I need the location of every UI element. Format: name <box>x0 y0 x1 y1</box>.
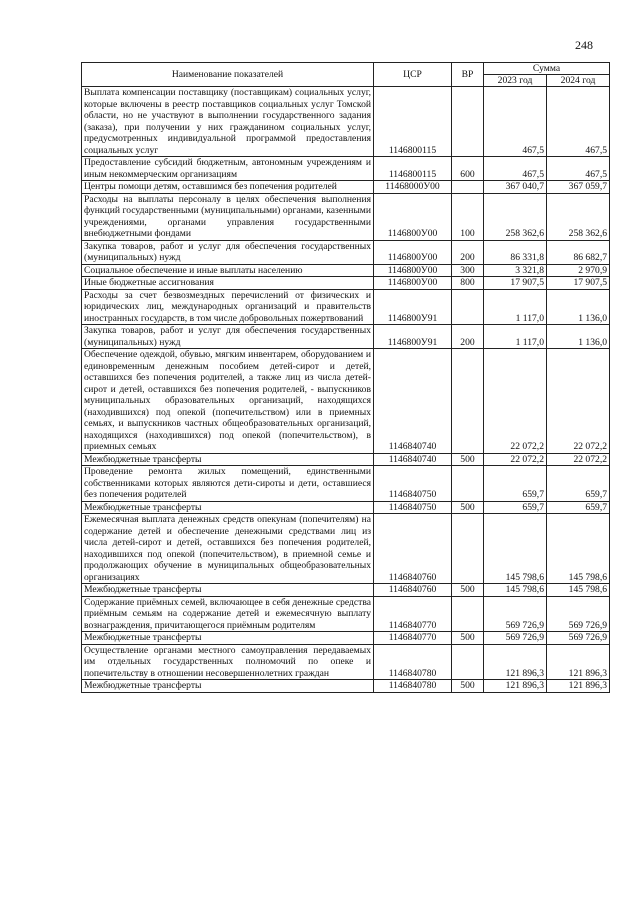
row-value-2024: 121 896,3 <box>547 644 610 680</box>
row-name: Закупка товаров, работ и услуг для обеспечения государственных (муниципальных) нужд <box>82 325 374 349</box>
table-row <box>82 277 610 290</box>
row-vr <box>452 289 484 325</box>
row-vr: 500 <box>452 453 484 466</box>
table-row <box>82 157 610 181</box>
row-value-2023: 22 072,2 <box>484 453 547 466</box>
row-csr: 1146840770 <box>374 596 452 632</box>
row-vr <box>452 349 484 454</box>
row-csr: 1146840750 <box>374 466 452 502</box>
row-value-2023: 569 726,9 <box>484 632 547 645</box>
row-vr <box>452 514 484 584</box>
row-name: Выплата компенсации поставщику (поставщикам) социальных услуг, которые включены в реестр поставщиков социальных услуг Томской области, но не участвуют в выполнении государственного задания (заказа), при получении у них гражданином социальных услуг, предусмотренных индивидуальной программой предоставления социальных услуг <box>82 87 374 157</box>
row-value-2024: 86 682,7 <box>547 240 610 264</box>
row-vr <box>452 181 484 194</box>
row-vr: 100 <box>452 193 484 240</box>
row-value-2024: 569 726,9 <box>547 632 610 645</box>
row-vr <box>452 644 484 680</box>
table-row <box>82 325 610 349</box>
row-name: Содержание приёмных семей, включающее в себя денежные средства приёмным семьям на содержание детей и ежемесячную выплату вознаграждения, причитающегося приёмным родителям <box>82 596 374 632</box>
row-vr: 500 <box>452 632 484 645</box>
table-row <box>82 349 610 454</box>
row-value-2024: 258 362,6 <box>547 193 610 240</box>
table-row <box>82 514 610 584</box>
row-value-2024: 1 136,0 <box>547 325 610 349</box>
header-2024: 2024 год <box>547 75 610 87</box>
row-vr: 500 <box>452 680 484 693</box>
row-vr: 800 <box>452 277 484 290</box>
table-row <box>82 680 610 693</box>
table-body <box>82 87 610 693</box>
row-value-2023: 659,7 <box>484 466 547 502</box>
row-csr: 1146800У00 <box>374 264 452 277</box>
header-name: Наименование показателей <box>82 63 374 87</box>
row-csr: 1146840740 <box>374 453 452 466</box>
row-csr: 1146800115 <box>374 157 452 181</box>
row-csr: 1146800У00 <box>374 277 452 290</box>
row-value-2024: 569 726,9 <box>547 596 610 632</box>
budget-table <box>81 62 610 693</box>
row-csr: 1146840760 <box>374 584 452 597</box>
row-csr: 1146800У91 <box>374 325 452 349</box>
row-vr: 500 <box>452 501 484 514</box>
row-name: Межбюджетные трансферты <box>82 501 374 514</box>
row-name: Обеспечение одеждой, обувью, мягким инвентарем, оборудованием и единовременным денежным пособием детей-сирот и детей, оставшихся без попечения родителей, а также лиц из числа детей-сирот и детей, оставшихся без попечения родителей, - выпускников муниципальных образовательных организаций, находящихся (находившихся) под опекой (попечительством) или в приемных семьях, и выпускников частных общеобразовательных организаций, находящихся (находившихся) под опекой (попечительством), в приемных семьях <box>82 349 374 454</box>
row-csr: 1146840750 <box>374 501 452 514</box>
row-value-2024: 2 970,9 <box>547 264 610 277</box>
row-value-2024: 22 072,2 <box>547 453 610 466</box>
row-value-2024: 367 059,7 <box>547 181 610 194</box>
row-csr: 1146800115 <box>374 87 452 157</box>
row-csr: 1146800У00 <box>374 193 452 240</box>
row-value-2024: 121 896,3 <box>547 680 610 693</box>
row-value-2024: 467,5 <box>547 157 610 181</box>
row-value-2023: 367 040,7 <box>484 181 547 194</box>
row-csr: 1146840760 <box>374 514 452 584</box>
row-value-2023: 17 907,5 <box>484 277 547 290</box>
row-vr <box>452 466 484 502</box>
row-name: Межбюджетные трансферты <box>82 584 374 597</box>
row-name: Предоставление субсидий бюджетным, автономным учреждениям и иным некоммерческим организациям <box>82 157 374 181</box>
row-value-2023: 121 896,3 <box>484 680 547 693</box>
row-csr: 1146840740 <box>374 349 452 454</box>
row-value-2023: 86 331,8 <box>484 240 547 264</box>
table-row <box>82 264 610 277</box>
table-row <box>82 193 610 240</box>
table-row <box>82 453 610 466</box>
row-value-2024: 1 136,0 <box>547 289 610 325</box>
table-row <box>82 596 610 632</box>
row-name: Закупка товаров, работ и услуг для обеспечения государственных (муниципальных) нужд <box>82 240 374 264</box>
row-value-2024: 659,7 <box>547 501 610 514</box>
row-csr: 1146840780 <box>374 644 452 680</box>
row-vr: 500 <box>452 584 484 597</box>
row-vr: 600 <box>452 157 484 181</box>
row-name: Ежемесячная выплата денежных средств опекунам (попечителям) на содержание детей и обеспечение денежными средствами лиц из числа детей-сирот и детей, оставшихся без попечения родителей, находившихся под опекой (попечительством), в приемной семье и продолжающих обучение в муниципальных общеобразовательных организациях <box>82 514 374 584</box>
row-name: Расходы на выплаты персоналу в целях обеспечения выполнения функций государственными (муниципальными) органами, казенными учреждениями, органами управления государственными внебюджетными фондами <box>82 193 374 240</box>
row-name: Центры помощи детям, оставшимся без попечения родителей <box>82 181 374 194</box>
row-csr: 11468000У00 <box>374 181 452 194</box>
row-name: Межбюджетные трансферты <box>82 632 374 645</box>
row-value-2023: 467,5 <box>484 157 547 181</box>
header-vr: ВР <box>452 63 484 87</box>
row-value-2023: 121 896,3 <box>484 644 547 680</box>
row-name: Иные бюджетные ассигнования <box>82 277 374 290</box>
row-csr: 1146800У91 <box>374 289 452 325</box>
row-value-2024: 659,7 <box>547 466 610 502</box>
table-row <box>82 240 610 264</box>
row-name: Проведение ремонта жилых помещений, единственными собственниками которых являются дети-сироты и дети, оставшиеся без попечения родителей <box>82 466 374 502</box>
header-2023: 2023 год <box>484 75 547 87</box>
table-row <box>82 181 610 194</box>
row-vr <box>452 87 484 157</box>
row-value-2024: 467,5 <box>547 87 610 157</box>
row-value-2023: 569 726,9 <box>484 596 547 632</box>
table-row <box>82 632 610 645</box>
table-row <box>82 644 610 680</box>
table-row <box>82 501 610 514</box>
row-name: Социальное обеспечение и иные выплаты населению <box>82 264 374 277</box>
row-value-2024: 145 798,6 <box>547 514 610 584</box>
row-csr: 1146840780 <box>374 680 452 693</box>
row-vr: 200 <box>452 240 484 264</box>
table-row <box>82 289 610 325</box>
row-value-2024: 145 798,6 <box>547 584 610 597</box>
row-name: Осуществление органами местного самоуправления передаваемых им отдельных государственных полномочий по опеке и попечительству в отношении несовершеннолетних граждан <box>82 644 374 680</box>
row-value-2023: 145 798,6 <box>484 514 547 584</box>
row-value-2023: 467,5 <box>484 87 547 157</box>
row-value-2024: 22 072,2 <box>547 349 610 454</box>
header-csr: ЦСР <box>374 63 452 87</box>
row-vr: 300 <box>452 264 484 277</box>
table-row <box>82 466 610 502</box>
row-name: Межбюджетные трансферты <box>82 680 374 693</box>
row-value-2023: 145 798,6 <box>484 584 547 597</box>
row-value-2023: 258 362,6 <box>484 193 547 240</box>
row-name: Межбюджетные трансферты <box>82 453 374 466</box>
row-value-2023: 3 321,8 <box>484 264 547 277</box>
row-value-2023: 22 072,2 <box>484 349 547 454</box>
row-name: Расходы за счет безвозмездных перечислений от физических и юридических лиц, международных организаций и правительств иностранных государств, в том числе добровольных пожертвований <box>82 289 374 325</box>
row-csr: 1146840770 <box>374 632 452 645</box>
row-value-2024: 17 907,5 <box>547 277 610 290</box>
header-sum: Сумма <box>484 63 610 75</box>
page-number: 248 <box>575 38 593 52</box>
row-csr: 1146800У00 <box>374 240 452 264</box>
table-row <box>82 87 610 157</box>
row-value-2023: 1 117,0 <box>484 325 547 349</box>
row-vr <box>452 596 484 632</box>
row-value-2023: 1 117,0 <box>484 289 547 325</box>
row-vr: 200 <box>452 325 484 349</box>
table-row <box>82 584 610 597</box>
row-value-2023: 659,7 <box>484 501 547 514</box>
